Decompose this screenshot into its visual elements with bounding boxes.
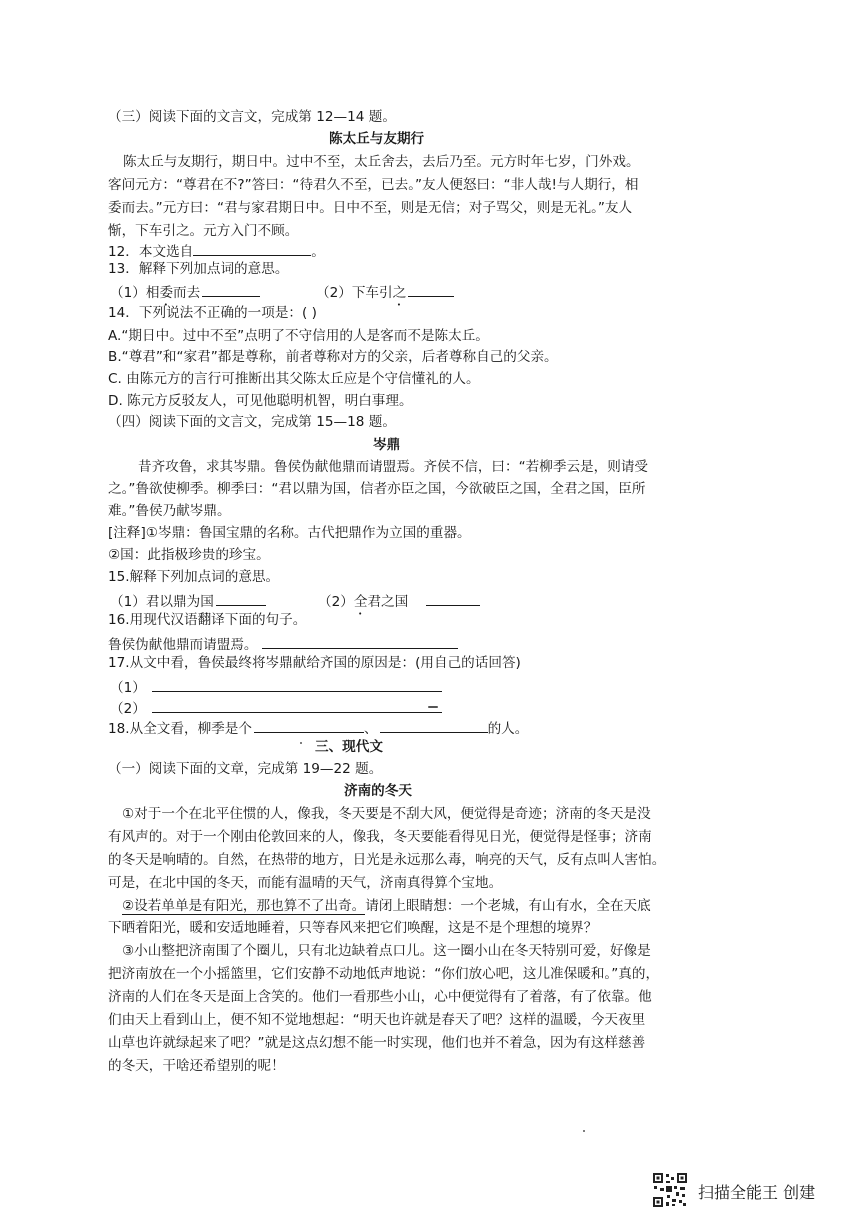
question-13-item-2 xyxy=(316,284,454,309)
section-3-intro: （三）阅读下面的文言文，完成第 12—14 题。 xyxy=(108,109,396,125)
item-text: 的人。 xyxy=(487,721,529,737)
question-16-sentence xyxy=(108,636,458,653)
scan-speck xyxy=(428,706,438,708)
passage-text: 而去。”元方曰：“君与家君期日中。日中不至，则是无信；对子骂父，则是无礼。”友人 xyxy=(121,200,633,216)
answer-blank[interactable] xyxy=(152,700,442,713)
passage-line: 惭，下车引之。元方入门不顾。 xyxy=(108,223,299,239)
dotted-word: 之 xyxy=(392,285,407,301)
question-17-item-1 xyxy=(110,679,442,696)
note-2: ②国：此指极珍贵的珍宝。 xyxy=(108,547,270,563)
note-1: [注释]①岑鼎：鲁国宝鼎的名称。古代把鼎作为立国的重器。 xyxy=(108,525,471,541)
watermark-text: 扫描全能王 创建 xyxy=(698,1183,816,1202)
question-14: 14．下列说法不正确的一项是：( ) xyxy=(108,305,317,321)
sentence-text: 鲁侯伪献他鼎而请盟焉。 xyxy=(108,637,258,653)
modern-section-intro: （一）阅读下面的文章，完成第 19—22 题。 xyxy=(108,761,383,777)
item-text: （1）君以鼎为 xyxy=(110,594,201,610)
dotted-word: 国 xyxy=(200,594,214,610)
option-b: B.“尊君”和“家君”都是尊称，前者尊称对方的父亲，后者尊称自己的父亲。 xyxy=(108,349,558,365)
article-line: ③小山整把济南围了个圈儿，只有北边缺着点口儿。这一圈小山在冬天特别可爱，好像是 xyxy=(122,943,651,959)
question-18 xyxy=(108,720,528,737)
article-line xyxy=(122,900,651,914)
scan-speck xyxy=(583,1130,585,1132)
item-text: （1）相 xyxy=(110,285,160,301)
question-15-item-2 xyxy=(318,593,480,618)
article-line: 有风声的。对于一个刚由伦敦回来的人，像我，冬天要能看得见日光，便觉得是怪事；济南 xyxy=(108,829,652,845)
article-line: 山草也许就绿起来了吧？”就是这点幻想不能一时实现，他们也并不着急，因为有这样慈善 xyxy=(108,1035,646,1051)
article-text: 请闭上眼睛想：一个老城，有山有水，全在天底 xyxy=(365,898,651,914)
article-line: 的冬天是响晴的。自然，在热带的地方，日光是永远那么毒，响亮的天气，反有点叫人害怕。 xyxy=(108,852,666,868)
question-16: 16.用现代汉语翻译下面的句子。 xyxy=(108,612,307,628)
answer-blank[interactable] xyxy=(262,636,458,649)
passage-line: 之。”鲁欲使柳季。柳季曰：“君以鼎为国，信者亦臣之国，今欲破臣之国，全君之国，臣所 xyxy=(108,481,646,497)
option-d: D. 陈元方反驳友人，可见他聪明机智，明白事理。 xyxy=(108,393,413,409)
passage-line: 客问元方：“尊君在不?”答曰：“待君久不至，已去。”友人便怒曰：“非人哉!与人期行，相 xyxy=(108,177,639,193)
item-text: 而去 xyxy=(173,285,201,301)
article-title: 济南的冬天 xyxy=(344,783,412,799)
item-text: （1） xyxy=(110,680,146,696)
section-4-intro: （四）阅读下面的文言文，完成第 15—18 题。 xyxy=(108,414,396,430)
option-c: C. 由陈元方的言行可推断出其父陈太丘应是个守信懂礼的人。 xyxy=(108,371,480,387)
qr-code-icon xyxy=(652,1172,688,1208)
article-line: 们由天上看到山上，便不知不觉地想起：“明天也许就是春天了吧？这样的温暖，今天夜里 xyxy=(108,1012,646,1028)
passage-line xyxy=(108,202,632,216)
item-text: 、 xyxy=(363,721,378,737)
question-15: 15.解释下列加点词的意思。 xyxy=(108,569,280,585)
passage-line: 昔齐攻鲁，求其岑鼎。鲁侯伪献他鼎而请盟焉。齐侯不信，曰：“若柳季云是，则请受 xyxy=(138,459,649,475)
answer-blank[interactable] xyxy=(254,720,364,733)
answer-blank[interactable] xyxy=(152,679,442,692)
article-line: 的冬天，干啥还希望别的呢！ xyxy=(108,1058,285,1074)
passage-line: 难。”鲁侯乃献岑鼎。 xyxy=(108,503,231,519)
answer-blank[interactable] xyxy=(193,243,311,256)
article-line: 济南的人们在冬天是面上含笑的。他们一看那些小山，心中便觉得有了着落，有了依靠。他 xyxy=(108,989,652,1005)
item-text: 18.从全文看，柳季是个 xyxy=(108,721,252,737)
article-line: 下晒着阳光，暖和安适地睡着，只等春风来把它们唤醒，这是不是个理想的境界？ xyxy=(108,920,598,936)
option-a: A.“期日中。过中不至”点明了不守信用的人是客而不是陈太丘。 xyxy=(108,328,489,344)
answer-blank[interactable] xyxy=(426,593,480,606)
section-3-title: 陈太丘与友期行 xyxy=(329,131,425,147)
answer-blank[interactable] xyxy=(216,593,266,606)
part-3-heading: 三、现代文 xyxy=(315,739,383,755)
underlined-sentence: ②设若单单是有阳光，那也算不了出奇。 xyxy=(122,898,366,914)
item-text: （2） xyxy=(110,701,146,717)
answer-blank[interactable] xyxy=(202,284,260,297)
dotted-word: 全 xyxy=(353,594,368,610)
question-17-item-2 xyxy=(110,700,442,717)
answer-blank[interactable] xyxy=(408,284,454,297)
item-text: （2）下车引 xyxy=(316,285,393,301)
question-12-end: 。 xyxy=(311,244,325,260)
passage-word: 委 xyxy=(108,200,122,216)
article-line: ①对于一个在北平住惯的人，像我，冬天要是不刮大风，便觉得是奇迹；济南的冬天是没 xyxy=(122,806,651,822)
section-4-title: 岑鼎 xyxy=(373,437,401,453)
article-line: 可是，在北中国的冬天，而能有温晴的天气，济南真得算个宝地。 xyxy=(108,875,503,891)
question-12 xyxy=(108,243,325,260)
passage-line: 陈太丘与友期行，期日中。过中不至，太丘舍去，去后乃至。元方时年七岁，门外戏。 xyxy=(123,154,640,170)
question-17: 17.从文中看，鲁侯最终将岑鼎献给齐国的原因是：(用自己的话回答) xyxy=(108,655,521,671)
question-12-text: 12．本文选自 xyxy=(108,244,194,260)
article-line: 把济南放在一个小摇篮里，它们安静不动地低声地说：“你们放心吧，这儿准保暖和。”真的， xyxy=(108,966,660,982)
item-text: （2） xyxy=(318,594,354,610)
item-text: 君之国 xyxy=(367,594,409,610)
dotted-word: 委 xyxy=(159,285,174,301)
answer-blank[interactable] xyxy=(380,720,488,733)
question-13: 13．解释下列加点词的意思。 xyxy=(108,261,289,277)
scan-speck xyxy=(300,742,302,744)
